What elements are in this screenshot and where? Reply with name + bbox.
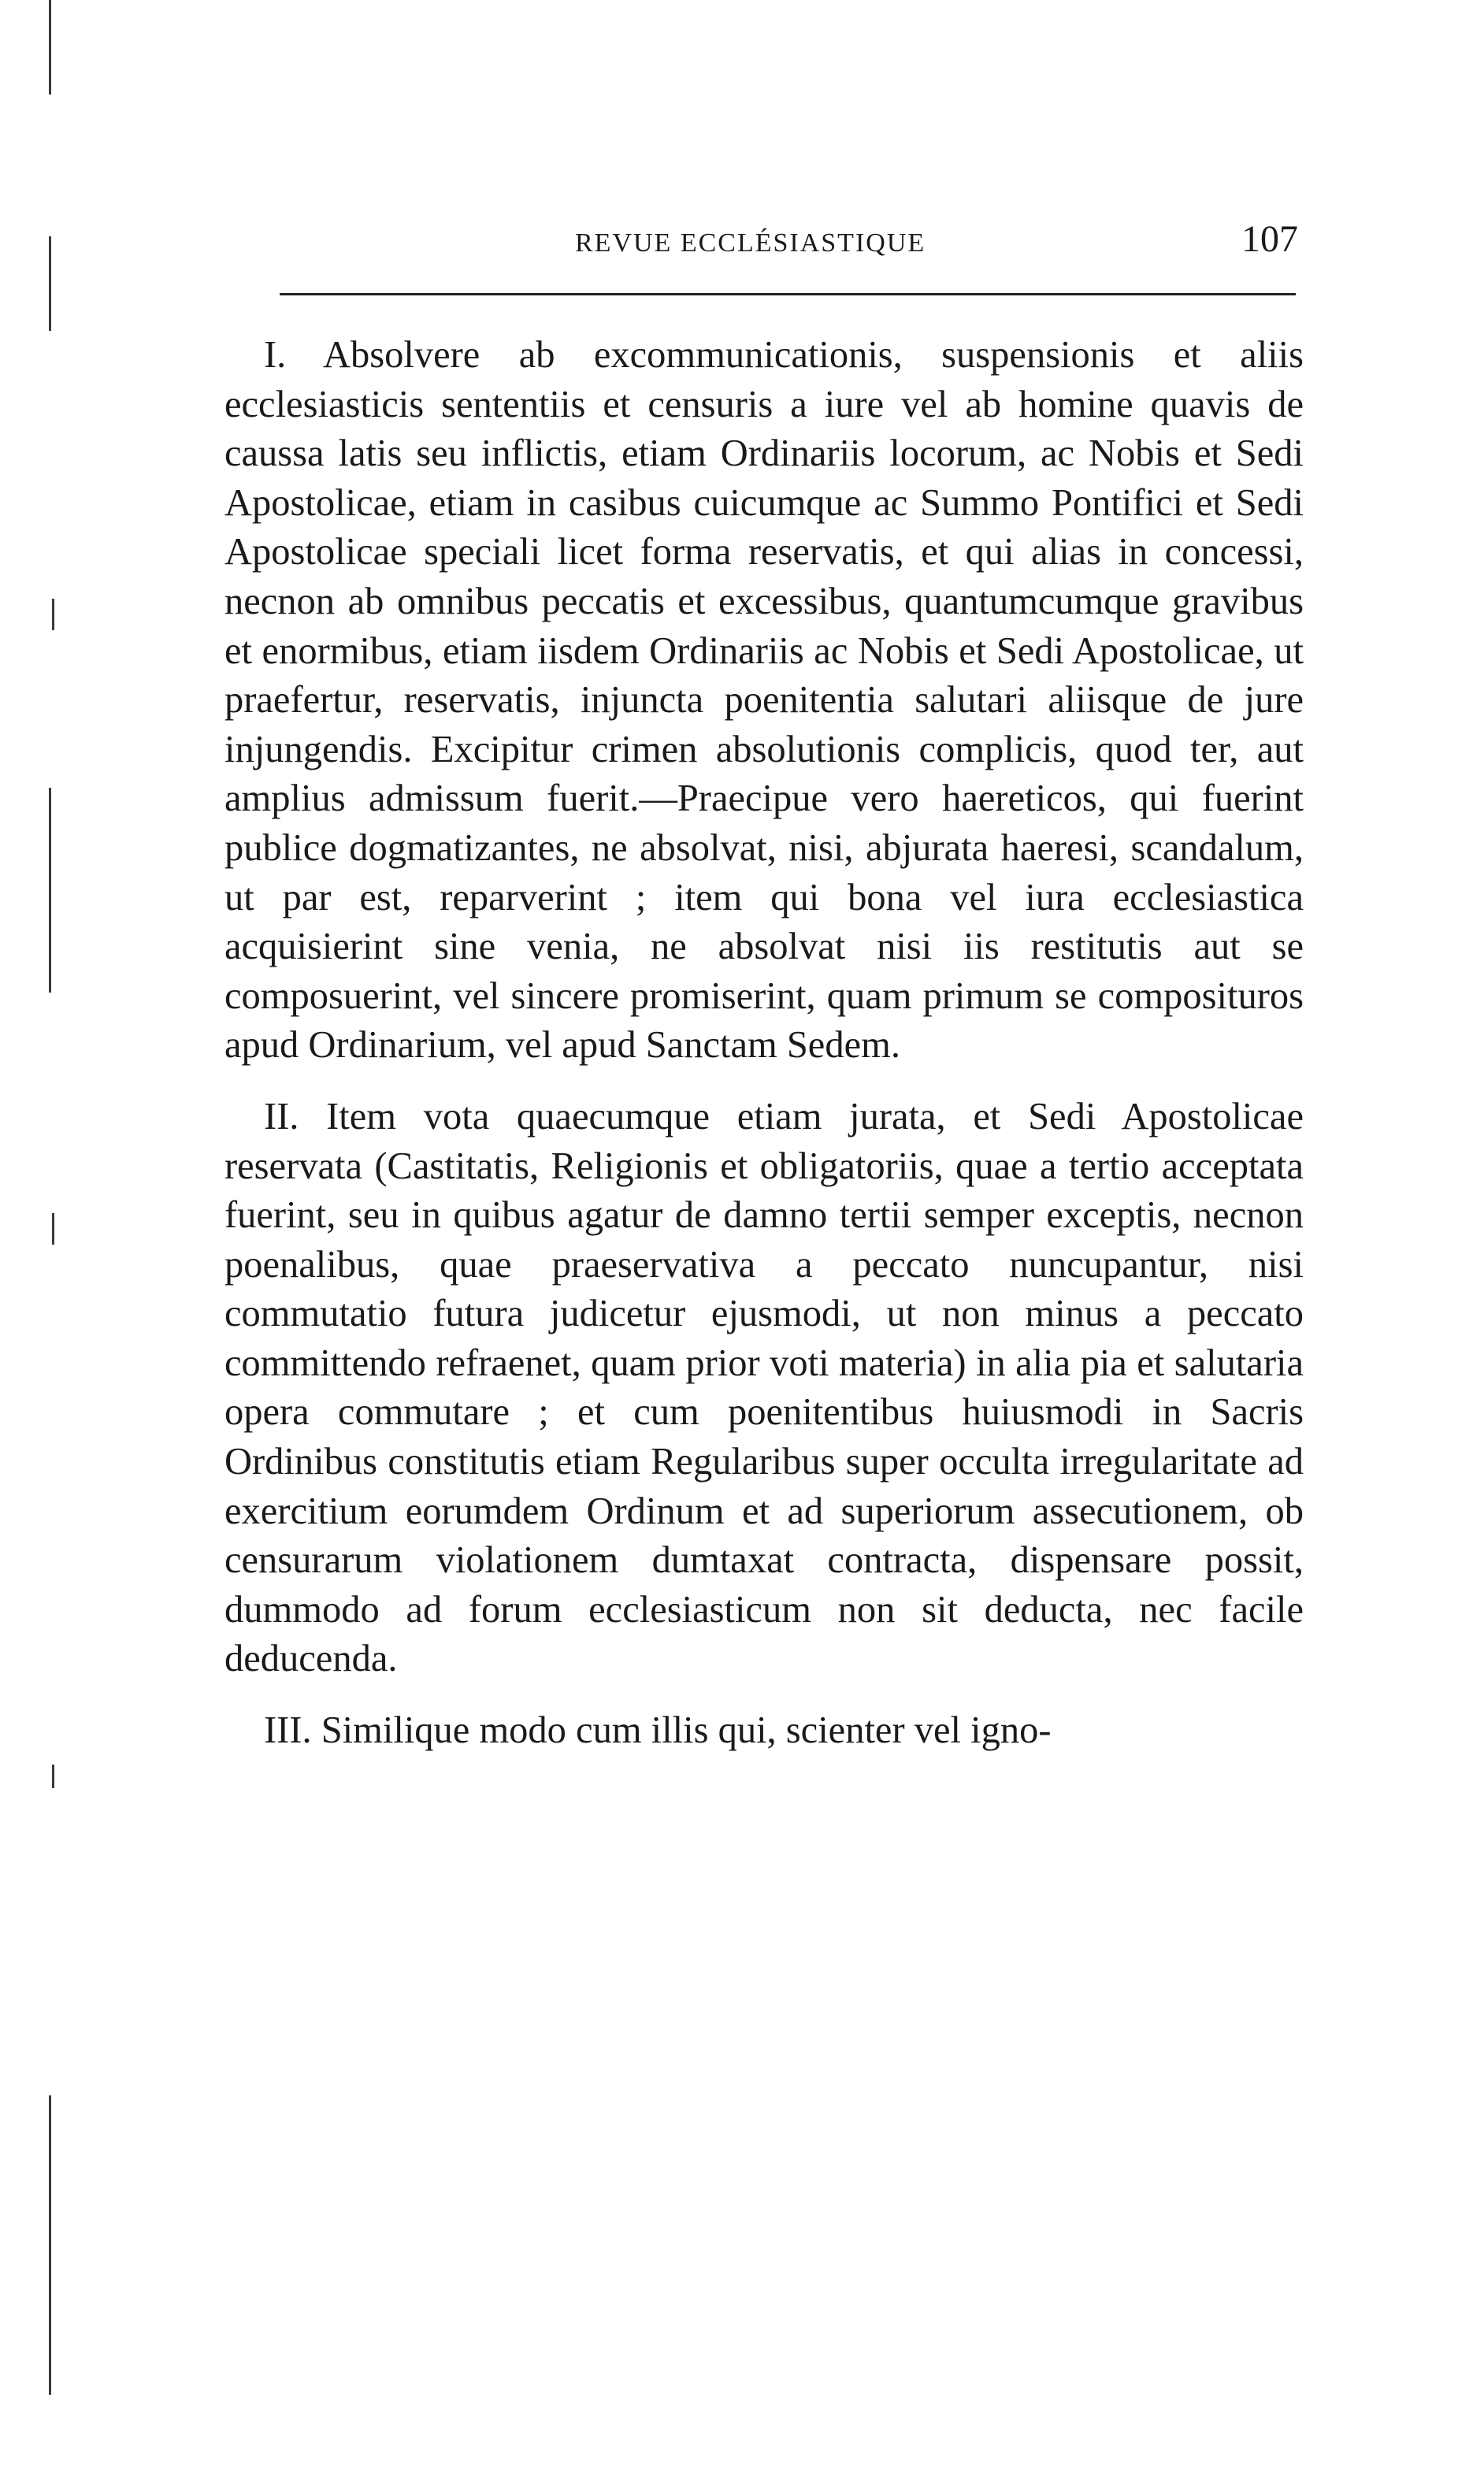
paragraph-2: II. Item vota quaecumque etiam jurata, et Sedi Apostolicae reservata (Castitatis, Religionis et obligatoriis, quae a tertio acceptata fuerint, seu in quibus agatur de damno tertii semper exceptis, necnon poenalibus, quae praeservativa a peccato nuncupantur, nisi commutatio futura judicetur ejusmodi, ut non minus a peccato committendo refraenet, quam prior voti materia) in alia pia et salutaria opera commutare ; et cum poenitentibus huiusmodi in Sacris Ordinibus constitutis etiam Regularibus super occulta irregularitate ad exercitium eorumdem Ordinum et ad superiorum assecutionem, ob censurarum violationem dumtaxat contracta, dispensare possit, dummodo ad forum ecclesiasticum non sit deducta, nec facile deducenda. [224, 1095, 1304, 1680]
page-number: 107 [1241, 218, 1298, 260]
header-rule [280, 293, 1296, 295]
scan-gutter-marks [49, 0, 52, 2468]
running-title: REVUE ECCLÉSIASTIQUE [575, 228, 926, 258]
paragraph-3: III. Similique modo cum illis qui, scienter vel igno- [264, 1709, 1052, 1752]
running-head [228, 218, 1315, 269]
paragraph-1: I. Absolvere ab excommunicationis, suspensionis et aliis ecclesiasticis sententiis et censuris a iure vel ab homine quavis de caussa latis seu inflictis, etiam Ordinariis locorum, ac Nobis et Sedi Apostolicae, etiam in casibus cuicumque ac Summo Pontifici et Sedi Apostolicae speciali licet forma reservatis, et qui alias in concessi, necnon ab omnibus peccatis et excessibus, quantumcumque gravibus et enormibus, etiam iisdem Ordinariis ac Nobis et Sedi Apostolicae, ut praefertur, reservatis, injuncta poenitentia salutari aliisque de jure injungendis. Excipitur crimen absolutionis complicis, quod ter, aut amplius admissum fuerit.—Praecipue vero haereticos, qui fuerint publice dogmatizantes, ne absolvat, nisi, abjurata haeresi, scandalum, ut par est, reparverint ; item qui bona vel iura ecclesiastica acquisierint sine venia, ne absolvat nisi iis restitutis aut se composuerint, vel sincere promiserint, quam primum se composituros apud Ordinarium, vel apud Sanctam Sedem. [224, 334, 1304, 1067]
body-text [224, 331, 1304, 1756]
